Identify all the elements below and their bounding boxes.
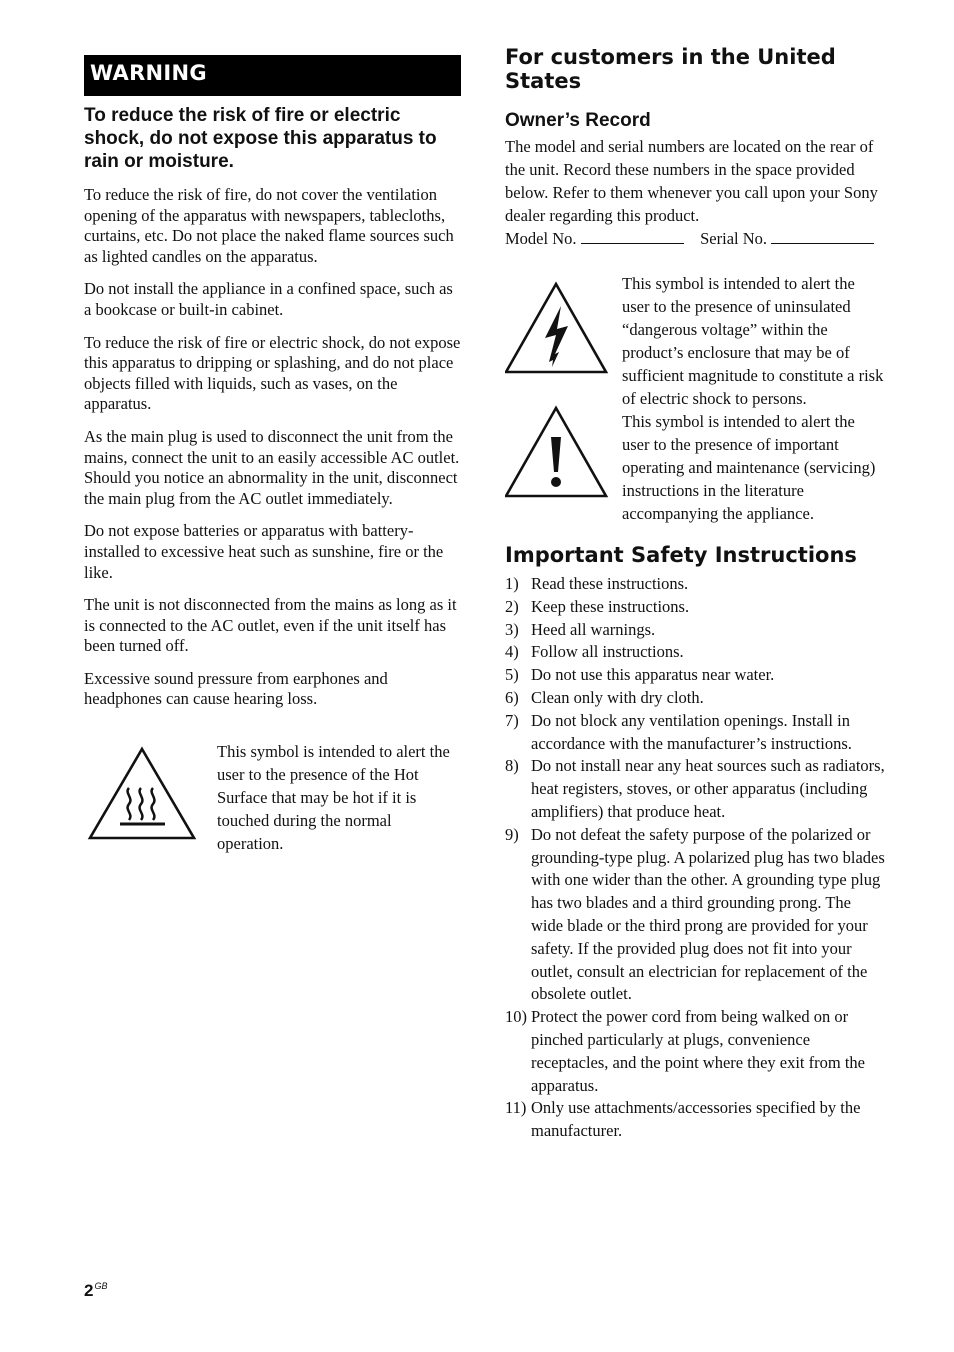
serial-label: Serial No. bbox=[700, 229, 768, 248]
paragraph-mains: The unit is not disconnected from the mains as long as it is connected to the AC outlet, even if the unit itself has been turned off. bbox=[84, 595, 457, 656]
paragraph-dripping: To reduce the risk of fire or electric shock, do not expose this apparatus to dripping or splashing, and do not place objects filled with liquids, such as vases, on the apparatus. bbox=[84, 332, 461, 414]
warning-subheading: To reduce the risk of fire or electric shock, do not expose this apparatus to rain or moisture. bbox=[84, 105, 437, 172]
list-item: 2) Keep these instructions. bbox=[505, 596, 690, 616]
list-item: 9) Do not defeat the safety purpose of the polarized or grounding-type plug. A polarized plug has two blades with one wider than the other. A grounding type plug has two blades and a third grounding prong. The wide blade or the third prong are provided for your safety. If the provided plug does not fit into your outlet, consult an electrician for replacement of the obsolete outlet. bbox=[505, 824, 885, 1004]
paragraph-sound-pressure: Excessive sound pressure from earphones and headphones can cause hearing loss. bbox=[84, 668, 388, 709]
hot-surface-notice bbox=[84, 740, 461, 855]
lightning-warning-icon bbox=[505, 280, 622, 378]
list-item: 1) Read these instructions. bbox=[505, 574, 689, 593]
owners-record-text: The model and serial numbers are located on the rear of the unit. Record these numbers in the space provided below. Refer to them whenever you call upon your Sony dealer regarding this product. bbox=[505, 137, 878, 225]
us-customers-heading: For customers in the United States bbox=[505, 45, 836, 93]
voltage-notice bbox=[505, 272, 885, 410]
paragraph-confined-space: Do not install the appliance in a confined space, such as a bookcase or built-in cabinet. bbox=[84, 279, 453, 319]
paragraph-batteries: Do not expose batteries or apparatus with battery-installed to excessive heat such as sunshine, fire or the like. bbox=[84, 521, 444, 582]
model-label: Model No. bbox=[505, 229, 577, 248]
instructions-symbol-text: This symbol is intended to alert the user to the presence of important operating and maintenance (servicing) instructions in the literature accompanying the appliance. bbox=[622, 412, 876, 523]
serial-number-field[interactable] bbox=[771, 229, 874, 244]
list-item: 7) Do not block any ventilation openings. Install in accordance with the manufacturer’s instructions. bbox=[505, 710, 852, 753]
owners-record-title: Owner’s Record bbox=[505, 110, 651, 131]
paragraph-main-plug: As the main plug is used to disconnect the unit from the mains, connect the unit to an easily accessible AC outlet. Should you notice an abnormality in the unit, disconnect the main plug from the AC outlet immediately. bbox=[84, 426, 460, 508]
voltage-symbol-text: This symbol is intended to alert the user to the presence of uninsulated “dangerous voltage” within the product’s enclosure that may be of sufficient magnitude to constitute a risk of electric shock to persons. bbox=[622, 274, 884, 408]
instructions-notice bbox=[505, 410, 885, 525]
page-number-suffix: GB bbox=[94, 1281, 108, 1292]
list-item: 4) Follow all instructions. bbox=[505, 642, 684, 662]
warning-banner: WARNING bbox=[84, 55, 461, 96]
list-item: 10) Protect the power cord from being walked on or pinched particularly at plugs, convenience receptacles, and the point where they exit from the apparatus. bbox=[505, 1007, 865, 1095]
list-item: 3) Heed all warnings. bbox=[505, 619, 656, 639]
safety-heading: Important Safety Instructions bbox=[505, 543, 857, 567]
list-item: 5) Do not use this apparatus near water. bbox=[505, 665, 775, 685]
model-number-field[interactable] bbox=[581, 229, 684, 244]
record-fields bbox=[505, 227, 885, 250]
right-column bbox=[505, 45, 885, 1143]
list-item: 6) Clean only with dry cloth. bbox=[505, 687, 704, 707]
list-item: 8) Do not install near any heat sources such as radiators, heat registers, stoves, or other apparatus (including amplifiers) that produce heat. bbox=[505, 756, 885, 821]
exclamation-warning-icon bbox=[505, 404, 622, 502]
left-column bbox=[84, 55, 461, 855]
page-number bbox=[84, 1281, 107, 1301]
paragraph-ventilation: To reduce the risk of fire, do not cover the ventilation opening of the apparatus with newspapers, tablecloths, curtains, etc. Do not place the naked flame sources such as lighted candles on the apparatus. bbox=[84, 185, 454, 266]
list-item: 11) Only use attachments/accessories specified by the manufacturer. bbox=[505, 1098, 861, 1141]
page-number-value: 2 bbox=[84, 1281, 94, 1300]
hot-surface-text: This symbol is intended to alert the user to the presence of the Hot Surface that may be hot if it is touched during the normal operation. bbox=[217, 742, 450, 854]
hot-surface-warning-icon bbox=[84, 744, 217, 844]
safety-instructions-list bbox=[505, 573, 885, 1143]
